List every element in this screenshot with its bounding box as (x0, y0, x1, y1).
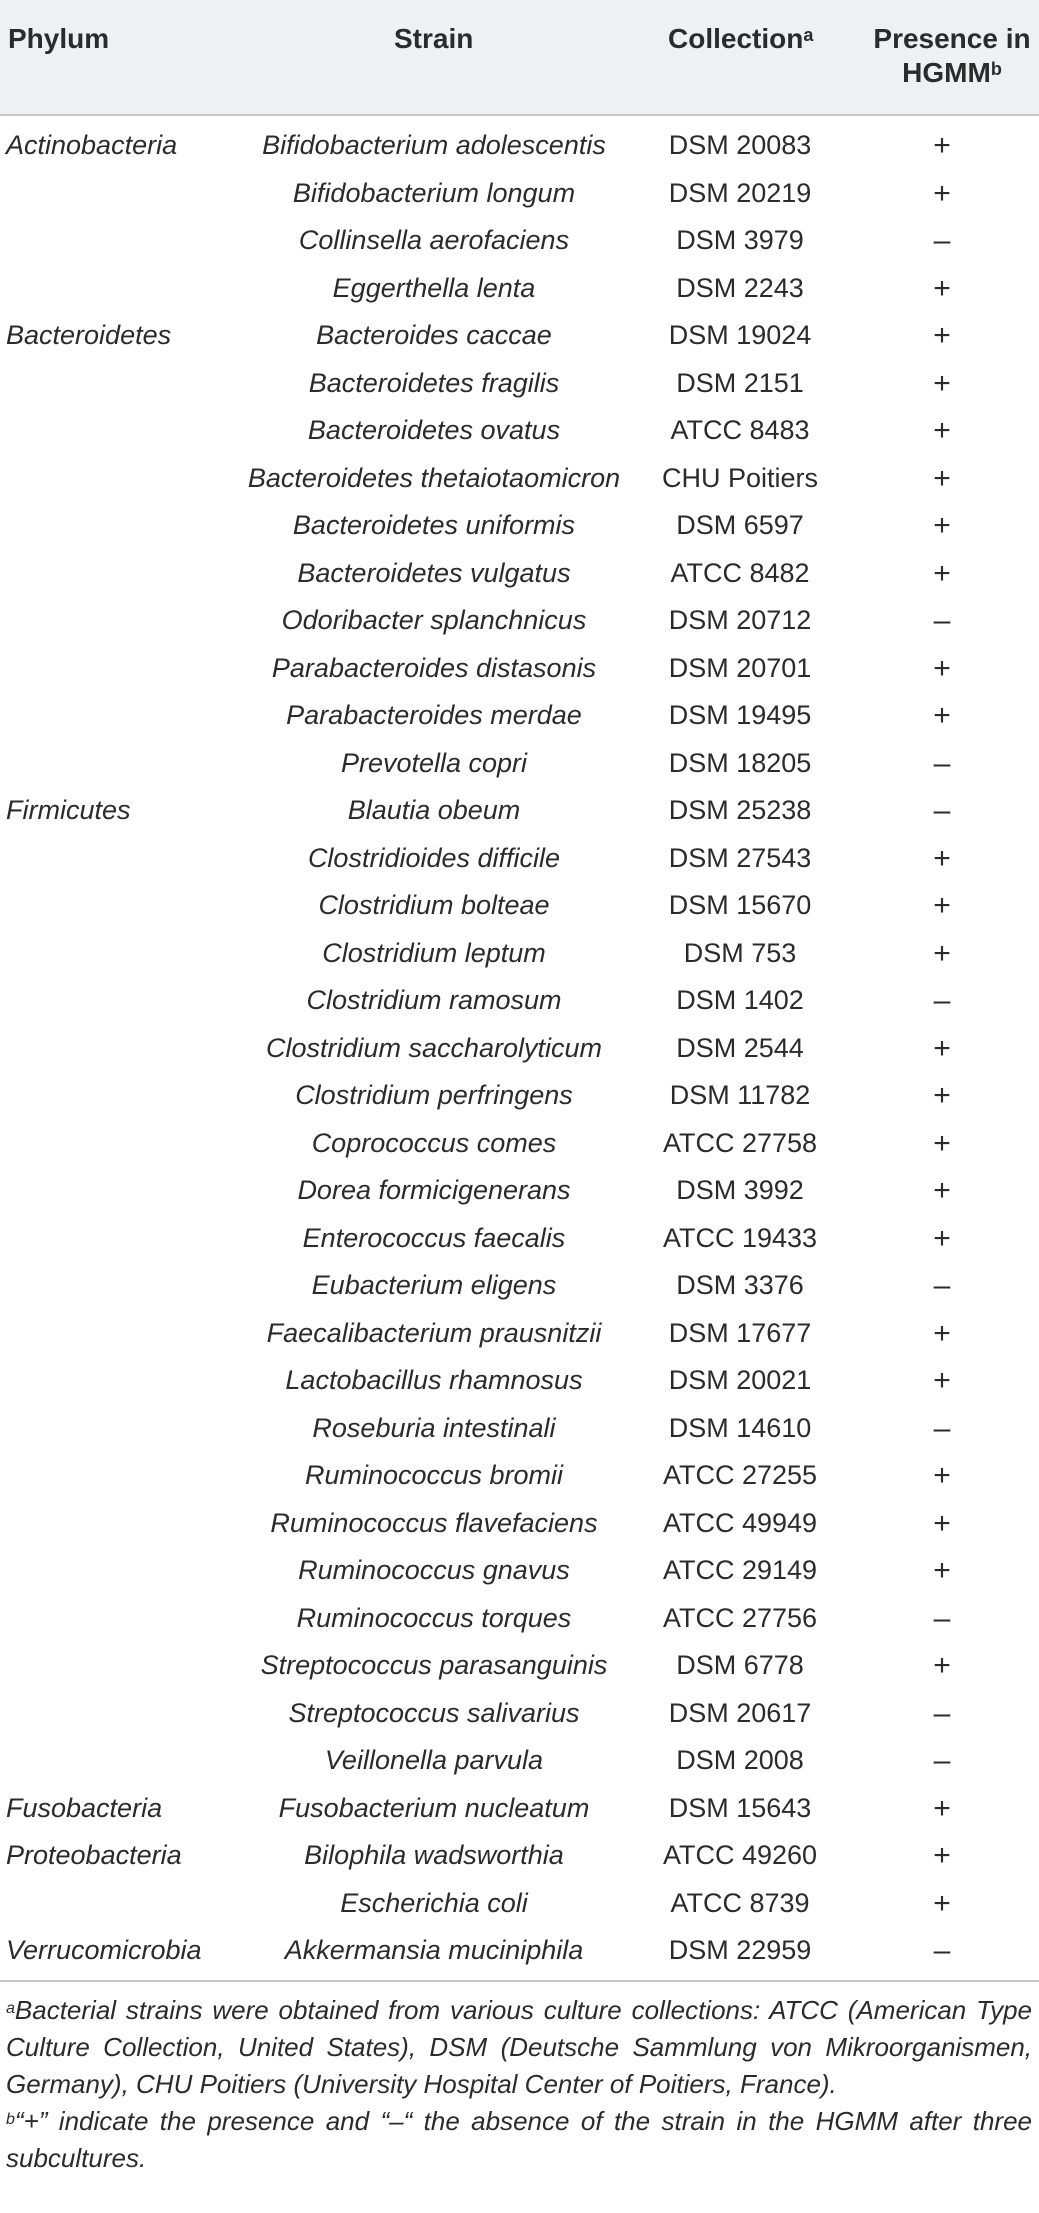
cell-collection: ATCC 27758 (662, 1127, 818, 1158)
cell-collection: DSM 753 (683, 937, 797, 968)
table-row (0, 455, 1039, 503)
cell-presence: + (933, 509, 951, 542)
cell-collection: DSM 15643 (668, 1792, 812, 1823)
footnote-divider (0, 1980, 1039, 1982)
header-presence (862, 22, 1039, 90)
table-header (0, 0, 1039, 116)
table-row (0, 835, 1039, 883)
cell-strain: Bifidobacterium adolescentis (262, 130, 606, 160)
table-row (0, 1690, 1039, 1738)
table-row (0, 1262, 1039, 1310)
cell-collection: DSM 22959 (668, 1935, 812, 1965)
cell-strain: Bilophila wadsworthia (304, 1840, 564, 1870)
header-collection-label: Collection (668, 23, 804, 54)
header-phylum: Phylum (8, 23, 110, 54)
cell-strain: Parabacteroides distasonis (271, 652, 597, 683)
cell-collection: DSM 18205 (668, 747, 812, 778)
table-row (0, 1927, 1039, 1975)
cell-collection: DSM 3376 (676, 1270, 804, 1300)
cell-strain: Odoribacter splanchnicus (281, 605, 587, 635)
cell-strain: Fusobacterium nucleatum (278, 1792, 590, 1823)
table-row (0, 1310, 1039, 1358)
table-row (0, 122, 1039, 170)
table-row (0, 312, 1039, 360)
cell-presence: + (933, 1079, 951, 1112)
footnote-a (6, 1992, 1032, 2103)
cell-strain: Roseburia intestinali (312, 1412, 556, 1443)
table-row (0, 1405, 1039, 1453)
cell-collection: ATCC 29149 (662, 1555, 818, 1585)
table-row (0, 977, 1039, 1025)
cell-strain: Clostridium bolteae (318, 890, 550, 920)
cell-presence: + (933, 319, 951, 352)
header-collection-footnote-mark: a (803, 25, 814, 45)
cell-strain: Blautia obeum (347, 795, 521, 825)
cell-presence: + (933, 1791, 951, 1825)
cell-collection: DSM 11782 (669, 1080, 811, 1110)
header-collection (668, 22, 813, 56)
table-body (0, 122, 1039, 1975)
table-row (0, 787, 1039, 835)
table-row (0, 1120, 1039, 1168)
cell-collection: ATCC 8482 (670, 557, 810, 588)
cell-collection: DSM 20701 (668, 652, 812, 683)
cell-strain: Bacteroidetes vulgatus (297, 557, 571, 588)
cell-presence: + (933, 889, 951, 922)
cell-collection: DSM 20021 (668, 1365, 812, 1395)
cell-presence: + (933, 1221, 951, 1255)
table-row (0, 1737, 1039, 1785)
cell-collection: DSM 19495 (668, 700, 812, 730)
table-row (0, 1880, 1039, 1928)
table-row (0, 882, 1039, 930)
cell-presence: + (933, 1126, 951, 1160)
cell-presence: + (933, 1364, 951, 1397)
cell-presence: + (933, 271, 951, 305)
cell-strain: Escherichia coli (340, 1887, 528, 1918)
header-strain: Strain (394, 23, 474, 54)
cell-presence: + (933, 1554, 951, 1587)
cell-presence: + (933, 176, 951, 210)
cell-presence: – (933, 1601, 951, 1635)
table-row (0, 1785, 1039, 1833)
cell-strain: Veillonella parvula (324, 1745, 544, 1775)
cell-collection: ATCC 27255 (662, 1460, 818, 1490)
table-row (0, 550, 1039, 598)
cell-strain: Clostridium saccharolyticum (265, 1032, 603, 1063)
cell-presence: + (933, 1316, 951, 1350)
cell-presence: – (933, 746, 951, 780)
footnote-b (6, 2103, 1032, 2177)
cell-collection: DSM 2243 (676, 272, 804, 303)
cell-presence: – (933, 604, 951, 637)
cell-phylum: Firmicutes (6, 795, 131, 825)
cell-presence: – (933, 1696, 951, 1730)
cell-collection: DSM 25238 (668, 795, 812, 825)
header-presence-line2 (862, 56, 1039, 90)
cell-presence: + (933, 556, 951, 590)
table-row (0, 1500, 1039, 1548)
cell-collection: DSM 27543 (668, 842, 812, 873)
cell-collection: DSM 6778 (676, 1650, 804, 1680)
cell-presence: + (933, 129, 951, 162)
table-row (0, 692, 1039, 740)
cell-presence: + (933, 1174, 951, 1207)
table-row (0, 740, 1039, 788)
table-row (0, 360, 1039, 408)
cell-presence: + (933, 1886, 951, 1920)
cell-strain: Bacteroidetes ovatus (307, 415, 561, 445)
table-row (0, 170, 1039, 218)
cell-presence: + (933, 651, 951, 685)
footnote-b-text: “+” indicate the presence and “–“ the absence of the strain in the HGMM after three subcultures. (6, 2106, 1032, 2173)
cell-presence: + (933, 936, 951, 970)
table-row (0, 1167, 1039, 1215)
cell-strain: Ruminococcus torques (296, 1602, 572, 1633)
cell-presence: – (933, 1269, 951, 1302)
cell-presence: + (933, 699, 951, 732)
cell-collection: ATCC 8739 (670, 1887, 810, 1918)
cell-phylum: Bacteroidetes (6, 320, 172, 350)
cell-strain: Eubacterium eligens (311, 1270, 557, 1300)
cell-presence: + (933, 1506, 951, 1540)
cell-presence: + (933, 841, 951, 875)
cell-presence: + (933, 1031, 951, 1065)
cell-strain: Clostridium leptum (322, 937, 546, 968)
cell-strain: Coprococcus comes (311, 1127, 557, 1158)
cell-strain: Ruminococcus gnavus (298, 1555, 570, 1585)
table-row (0, 1215, 1039, 1263)
cell-collection: DSM 20712 (668, 605, 812, 635)
cell-strain: Bacteroides caccae (316, 320, 552, 350)
table-row (0, 597, 1039, 645)
table-row (0, 502, 1039, 550)
cell-presence: + (933, 1459, 951, 1492)
table-row (0, 1072, 1039, 1120)
cell-collection: ATCC 49949 (662, 1507, 818, 1538)
cell-phylum: Verrucomicrobia (6, 1935, 202, 1965)
table-row (0, 930, 1039, 978)
cell-collection: DSM 2008 (676, 1745, 804, 1775)
cell-presence: – (933, 1744, 951, 1777)
header-presence-hgmm: HGMM (902, 57, 991, 88)
table-row (0, 1357, 1039, 1405)
table-row (0, 1452, 1039, 1500)
cell-phylum: Fusobacteria (6, 1792, 163, 1823)
cell-strain: Bacteroidetes fragilis (308, 367, 560, 398)
cell-presence: – (933, 984, 951, 1017)
footnote-a-mark: a (6, 2000, 15, 2017)
cell-strain: Eggerthella lenta (332, 272, 536, 303)
footnote-b-mark: b (6, 2111, 15, 2128)
cell-collection: ATCC 19433 (662, 1222, 818, 1253)
cell-collection: DSM 6597 (676, 510, 804, 540)
cell-collection: ATCC 49260 (662, 1840, 818, 1870)
table-row (0, 265, 1039, 313)
footnotes (6, 1992, 1032, 2177)
cell-collection: DSM 3979 (676, 225, 804, 255)
cell-phylum: Proteobacteria (6, 1840, 182, 1870)
cell-collection: DSM 19024 (668, 320, 812, 350)
cell-strain: Lactobacillus rhamnosus (285, 1365, 583, 1395)
cell-strain: Akkermansia muciniphila (284, 1935, 584, 1965)
table-row (0, 1025, 1039, 1073)
cell-collection: DSM 3992 (676, 1175, 804, 1205)
cell-strain: Parabacteroides merdae (286, 700, 582, 730)
table-row (0, 1642, 1039, 1690)
cell-collection: CHU Poitiers (661, 462, 819, 493)
cell-strain: Dorea formicigenerans (297, 1175, 571, 1205)
cell-strain: Enterococcus faecalis (302, 1222, 566, 1253)
cell-collection: ATCC 8483 (670, 415, 810, 445)
cell-strain: Clostridioides difficile (307, 842, 561, 873)
cell-presence: + (933, 461, 951, 495)
cell-presence: + (933, 366, 951, 400)
cell-presence: – (933, 1934, 951, 1967)
table-row (0, 407, 1039, 455)
cell-strain: Bifidobacterium longum (292, 177, 576, 208)
cell-collection: DSM 15670 (668, 890, 812, 920)
cell-strain: Prevotella copri (340, 747, 528, 778)
footnote-a-text: Bacterial strains were obtained from various culture collections: ATCC (American Type Culture Collection, United States), DSM (Deutsche Sammlung von Mikroorganismen, Germany), CHU Poitiers (University Hospital Center of Poitiers, France). (6, 1995, 1032, 2099)
cell-collection: ATCC 27756 (662, 1602, 818, 1633)
cell-collection: DSM 14610 (668, 1412, 812, 1443)
cell-presence: – (933, 794, 951, 827)
cell-strain: Ruminococcus flavefaciens (270, 1507, 598, 1538)
cell-collection: DSM 17677 (668, 1317, 812, 1348)
cell-strain: Bacteroidetes uniformis (292, 510, 576, 540)
cell-collection: DSM 2544 (676, 1032, 804, 1063)
cell-strain: Bacteroidetes thetaiotaomicron (247, 462, 621, 493)
cell-strain: Streptococcus parasanguinis (260, 1650, 608, 1680)
cell-collection: DSM 20083 (668, 130, 812, 160)
cell-phylum: Actinobacteria (6, 130, 178, 160)
cell-presence: + (933, 1649, 951, 1682)
cell-collection: DSM 2151 (676, 367, 804, 398)
cell-strain: Faecalibacterium prausnitzii (266, 1317, 602, 1348)
cell-presence: + (933, 414, 951, 447)
cell-strain: Clostridium ramosum (306, 985, 562, 1015)
table-row (0, 1547, 1039, 1595)
cell-collection: DSM 1402 (676, 985, 804, 1015)
cell-presence: + (933, 1839, 951, 1872)
cell-presence: – (933, 224, 951, 257)
cell-strain: Clostridium perfringens (295, 1080, 573, 1110)
table-row (0, 217, 1039, 265)
cell-strain: Ruminococcus bromii (304, 1460, 564, 1490)
table-row (0, 645, 1039, 693)
cell-collection: DSM 20617 (668, 1697, 812, 1728)
table-row (0, 1832, 1039, 1880)
cell-strain: Streptococcus salivarius (288, 1697, 580, 1728)
cell-collection: DSM 20219 (668, 177, 812, 208)
header-presence-line1: Presence in (873, 23, 1031, 54)
header-presence-footnote-mark: b (990, 59, 1002, 79)
cell-presence: – (933, 1411, 951, 1445)
table-row (0, 1595, 1039, 1643)
cell-strain: Collinsella aerofaciens (298, 225, 570, 255)
